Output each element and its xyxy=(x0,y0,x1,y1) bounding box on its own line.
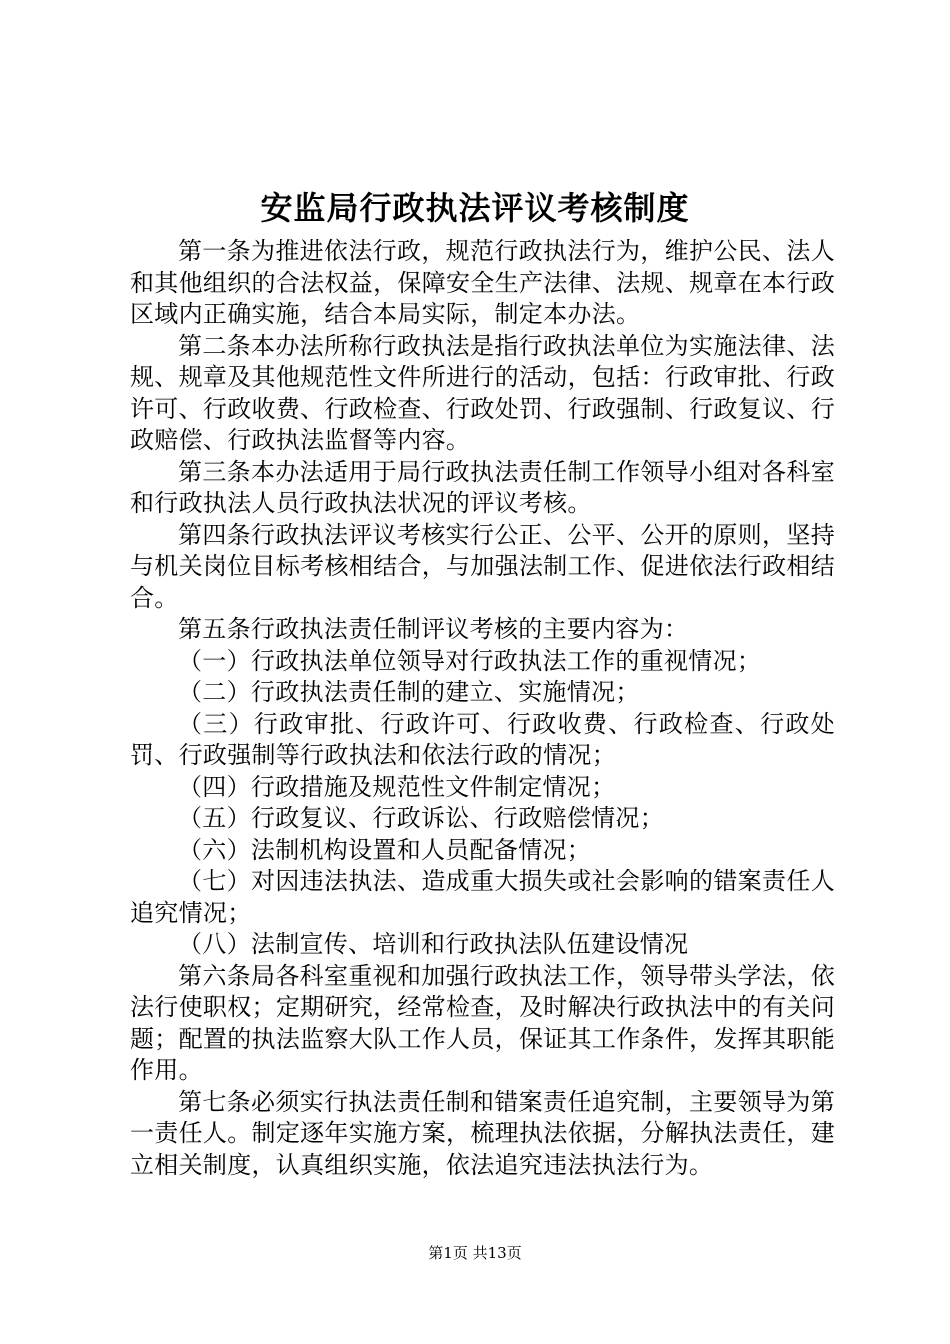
list-item-1: （一）行政执法单位领导对行政执法工作的重视情况； xyxy=(178,646,762,675)
document-title: 安监局行政执法评议考核制度 xyxy=(260,189,690,227)
paragraph-article-5: 第五条行政执法责任制评议考核的主要内容为： xyxy=(178,615,689,643)
paragraph-article-7: 第七条必须实行执法责任制和错案责任追究制，主要领导为第一责任人。制定逐年实施方案，梳理执法依据，分解执法责任，建立相关制度，认真组织实施，依法追究违法执法行为。 xyxy=(130,1087,835,1179)
list-item-2: （二）行政执法责任制的建立、实施情况； xyxy=(178,678,640,706)
list-item-7: （七）对因违法执法、造成重大损失或社会影响的错案责任人追究情况； xyxy=(130,867,835,927)
paragraph-article-2: 第二条本办法所称行政执法是指行政执法单位为实施法律、法规、规章及其他规范性文件所进行的活动，包括：行政审批、行政许可、行政收费、行政检查、行政处罚、行政强制、行政复议、行政赔偿、行政执法监督等内容。 xyxy=(130,331,835,454)
list-item-8: （八）法制宣传、培训和行政执法队伍建设情况 xyxy=(178,930,689,958)
paragraph-article-4: 第四条行政执法评议考核实行公正、公平、公开的原则，坚持与机关岗位目标考核相结合，与加强法制工作、促进依法行政相结合。 xyxy=(130,520,835,612)
list-item-5: （五）行政复议、行政诉讼、行政赔偿情况； xyxy=(178,804,664,832)
page-number: 第1页 共13页 xyxy=(428,1244,522,1262)
list-item-4: （四）行政措施及规范性文件制定情况； xyxy=(178,772,616,801)
paragraph-article-6: 第六条局各科室重视和加强行政执法工作，领导带头学法，依法行使职权；定期研究，经常检查，及时解决行政执法中的有关问题；配置的执法监察大队工作人员，保证其工作条件，发挥其职能作用。 xyxy=(130,961,835,1084)
document-body xyxy=(130,236,835,1181)
list-item-3: （三）行政审批、行政许可、行政收费、行政检查、行政处罚、行政强制等行政执法和依法行政的情况； xyxy=(130,709,835,769)
paragraph-article-1: 第一条为推进依法行政，规范行政执法行为，维护公民、法人和其他组织的合法权益，保障安全生产法律、法规、规章在本行政区域内正确实施，结合本局实际，制定本办法。 xyxy=(130,237,835,328)
paragraph-article-3: 第三条本办法适用于局行政执法责任制工作领导小组对各科室和行政执法人员行政执法状况的评议考核。 xyxy=(130,457,835,517)
list-item-6: （六）法制机构设置和人员配备情况； xyxy=(178,835,592,864)
